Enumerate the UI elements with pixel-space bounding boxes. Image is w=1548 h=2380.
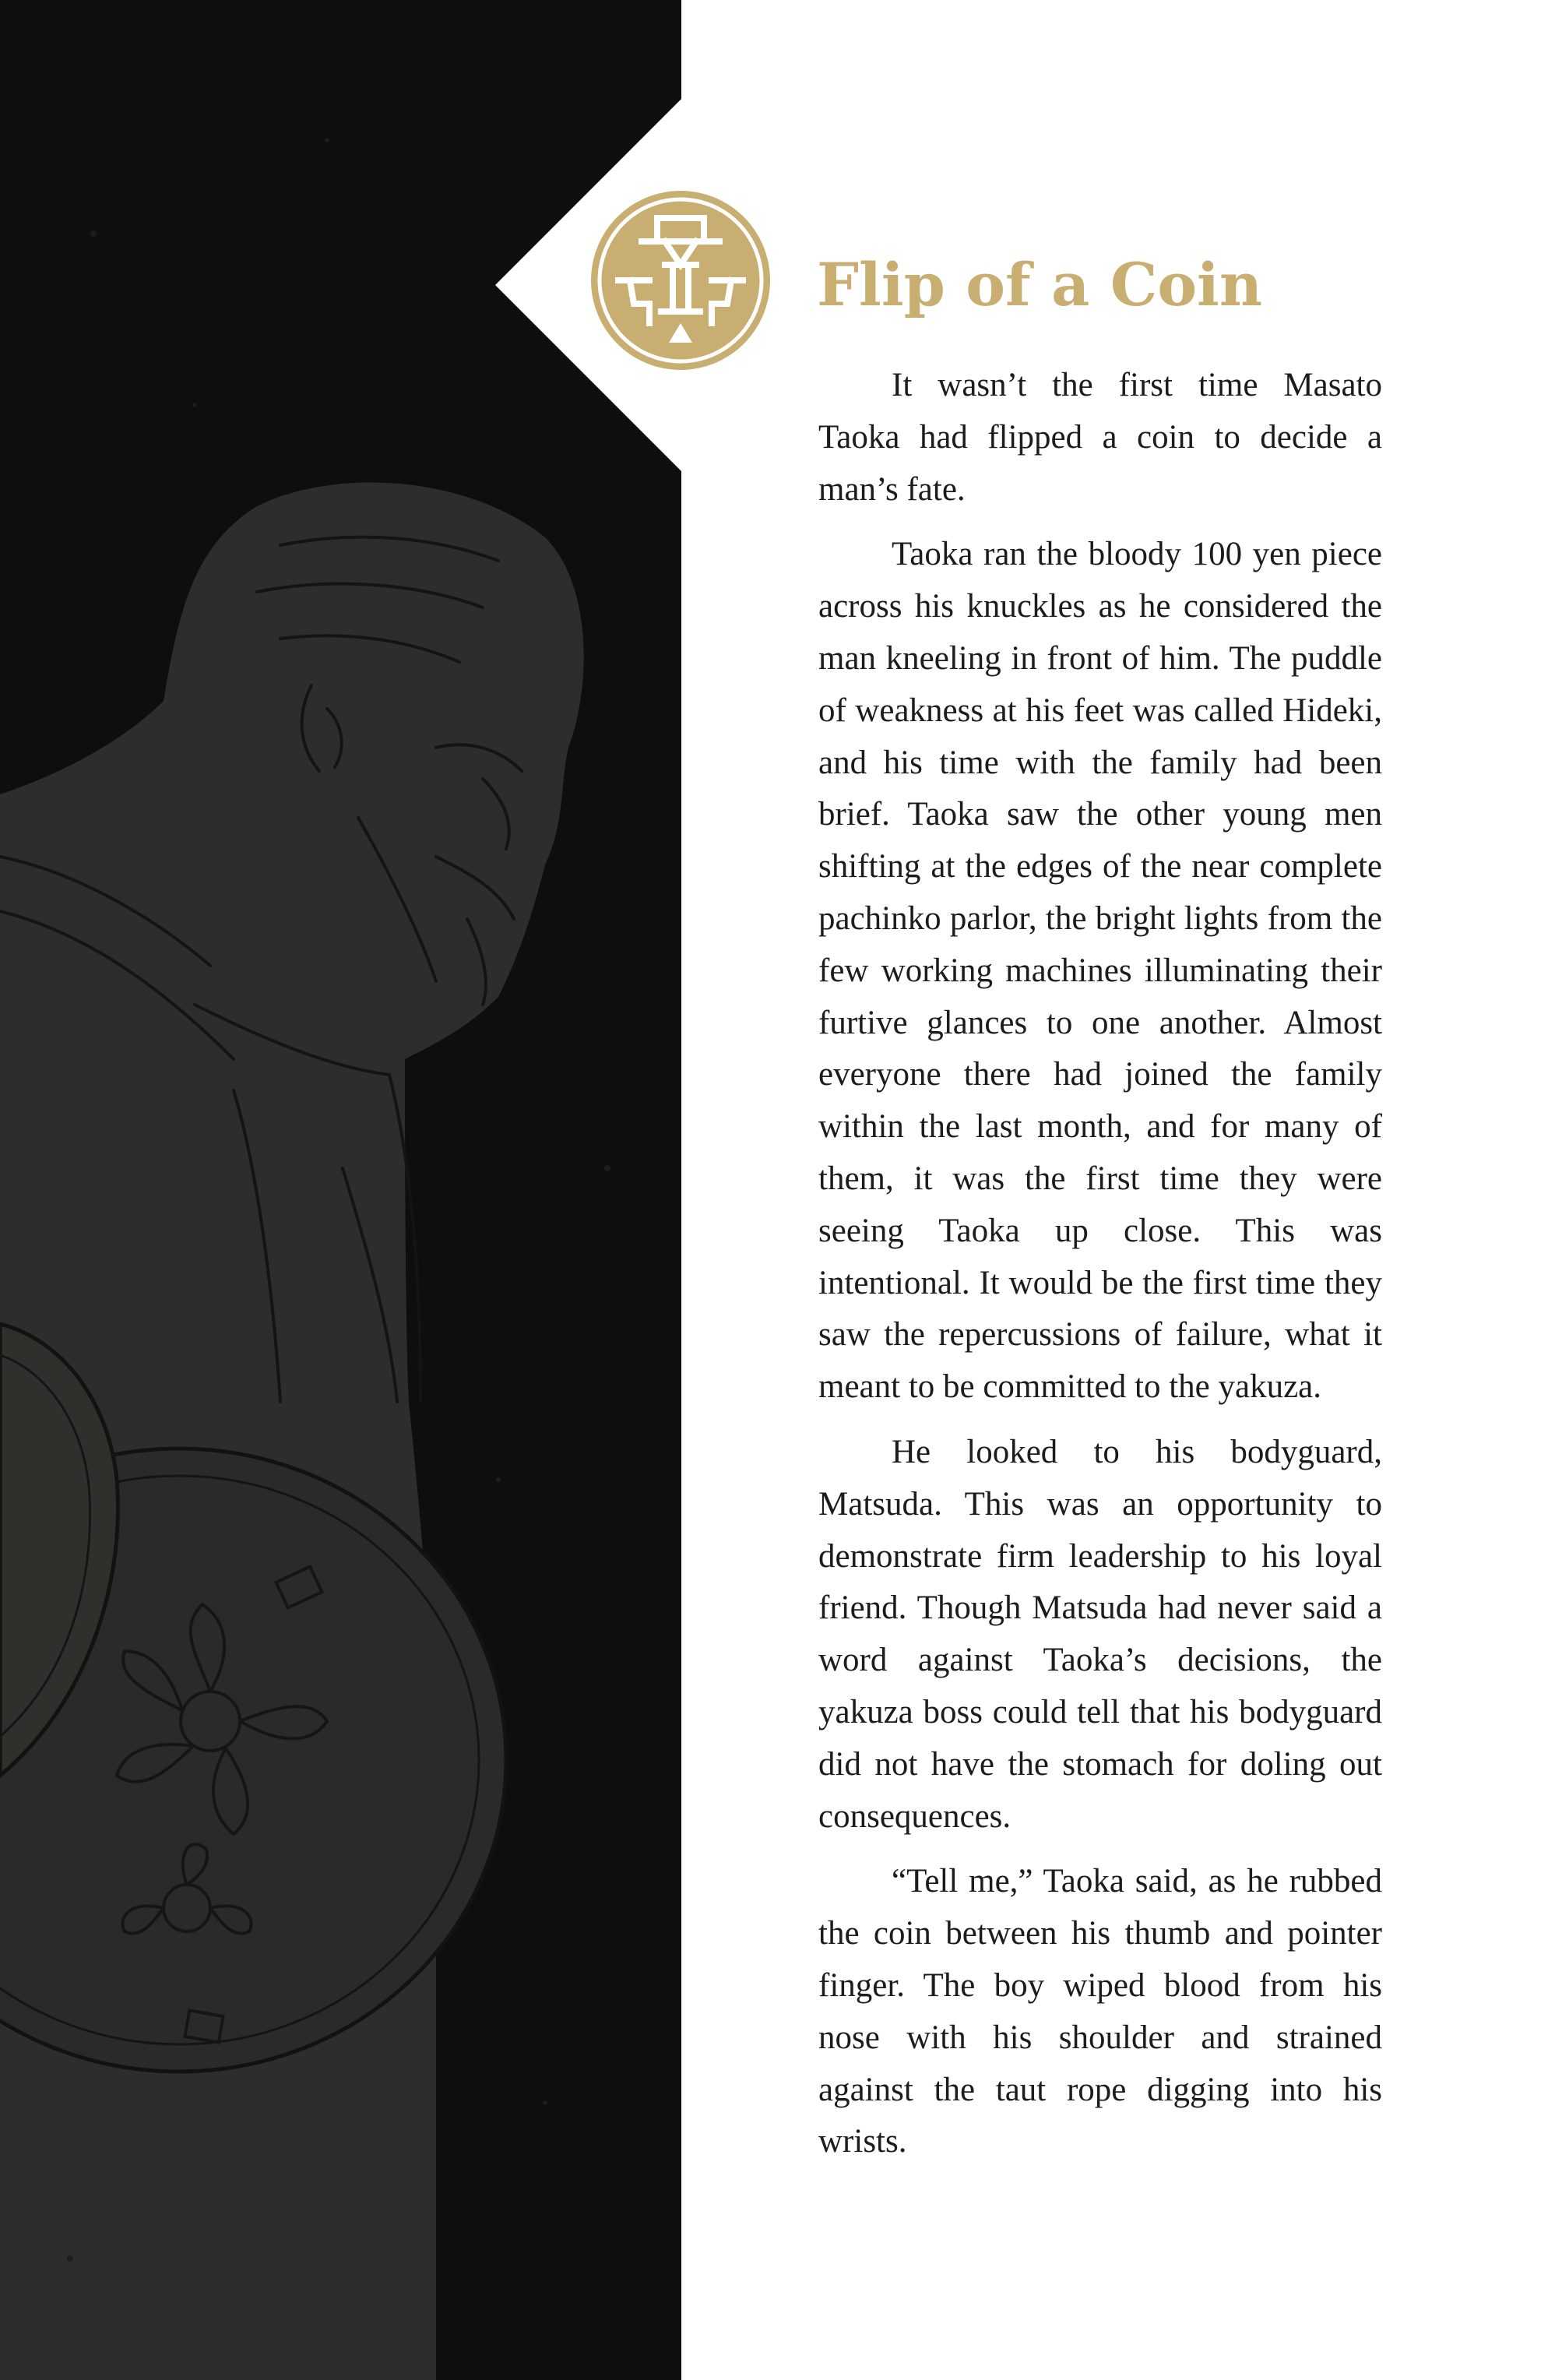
paragraph: He looked to his bodyguard, Matsuda. This was an opportunity to demonstrate firm leadership to his loyal friend. Though Matsuda had never said a word against Taoka’s decisions, the yakuza boss could tell that his bodyguard did not have the stomach for doling out consequences. xyxy=(818,1433,1382,1835)
body-text xyxy=(818,360,1382,2181)
illustration-panel xyxy=(0,0,681,2380)
paragraph: It wasn’t the first time Masato Taoka had flipped a coin to decide a man’s fate. xyxy=(818,367,1382,508)
paragraph: “Tell me,” Taoka said, as he rubbed the coin between his thumb and pointer finger. The boy wiped blood from his nose with his shoulder and strained against the taut rope digging into his wrists. xyxy=(818,1863,1382,2160)
clan-crest-emblem-icon xyxy=(587,187,774,374)
chapter-title: Flip of a Coin xyxy=(817,250,1263,319)
yakuza-boss-with-coin-illustration xyxy=(0,0,681,2380)
paragraph: Taoka ran the bloody 100 yen piece across his knuckles as he considered the man kneeling in front of him. The puddle of weakness at his feet was called Hideki, and his time with the family had been brief. Taoka saw the other young men shifting at the edges of the near complete pachinko parlor, the bright lights from the few working machines illuminating their furtive glances to one another. Almost everyone there had joined the family within the last month, and for many of them, it was the first time they were seeing Taoka up close. This was intentional. It would be the first time they saw the repercussions of failure, what it meant to be committed to the yakuza. xyxy=(818,536,1382,1406)
